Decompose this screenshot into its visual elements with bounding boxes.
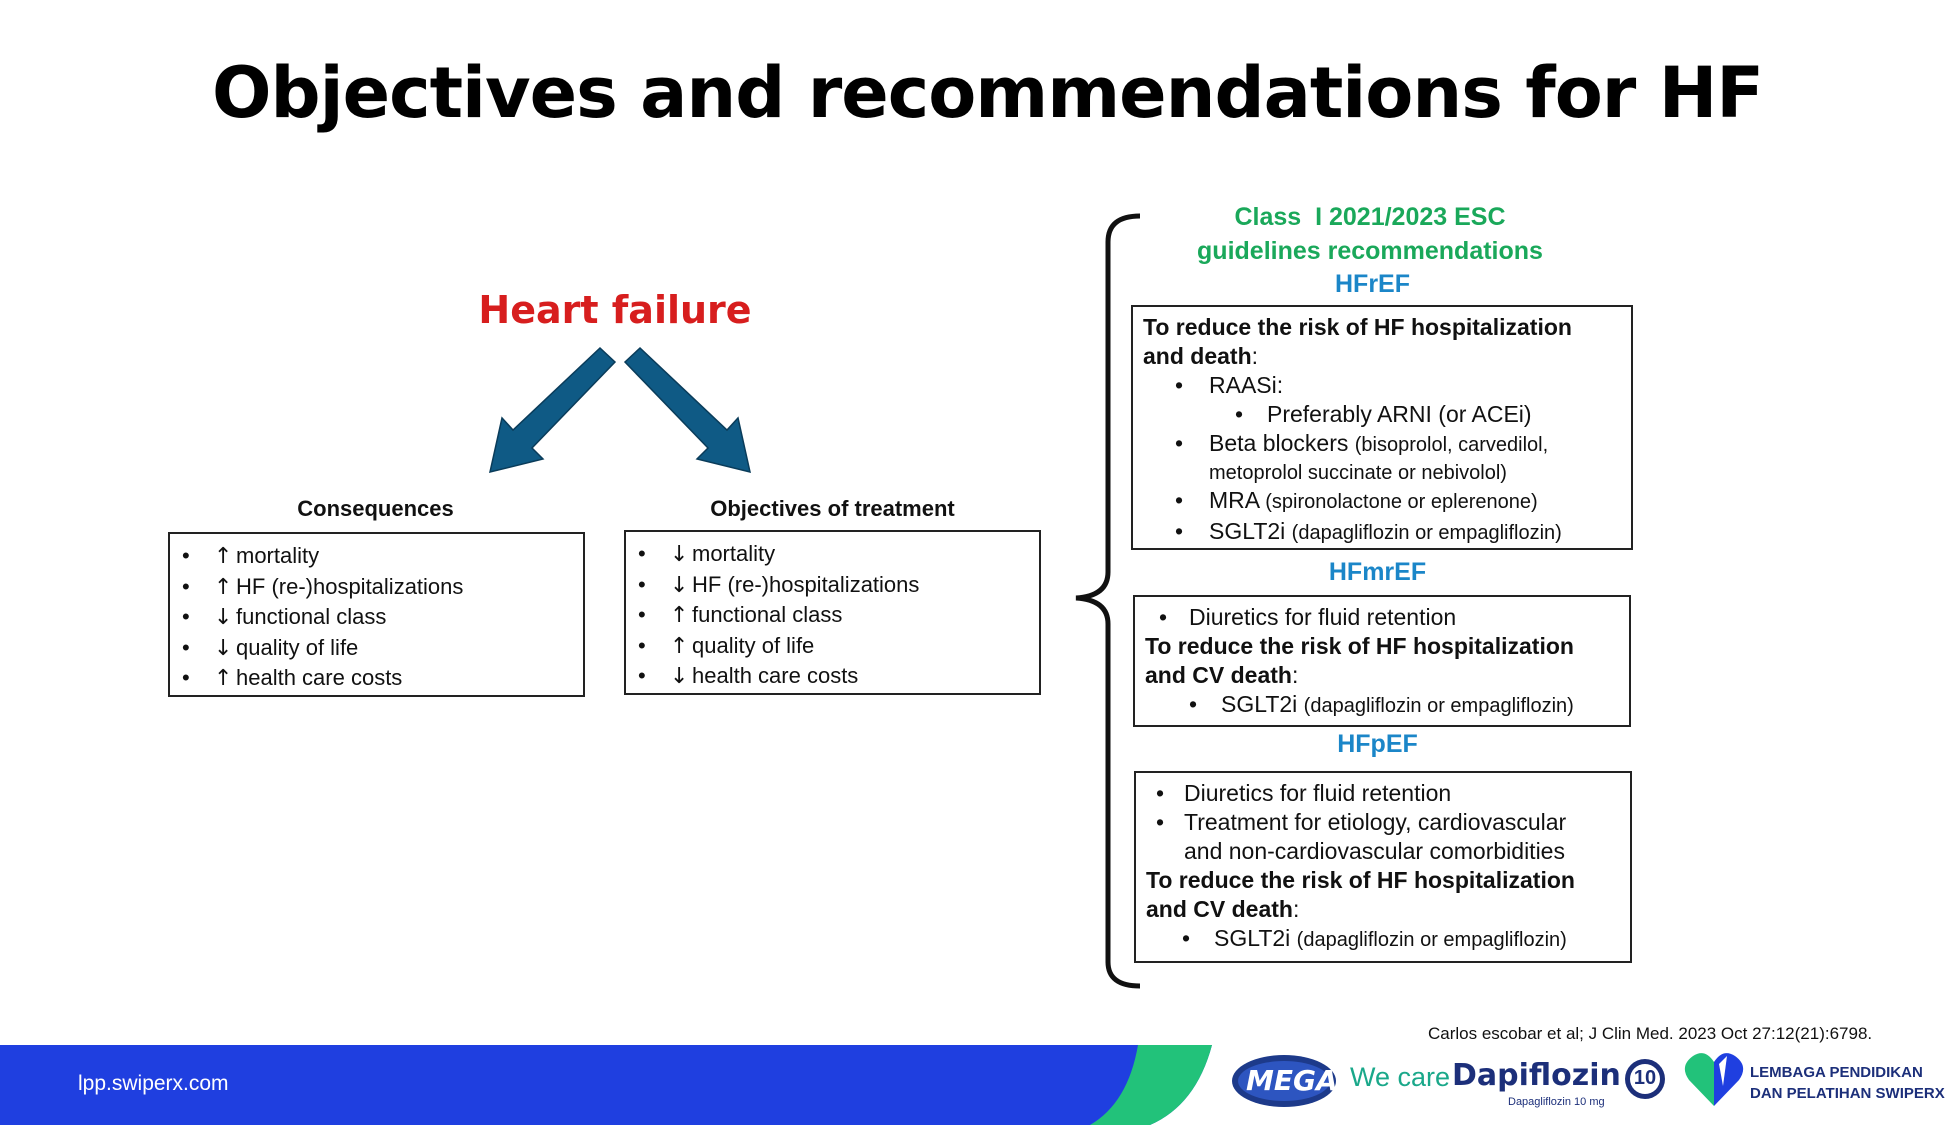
hfmref-lead-2: [1145, 661, 1621, 690]
consequences-item-text: HF (re-)hospitalizations: [236, 573, 464, 599]
arrow-up-icon: ↑: [214, 544, 233, 569]
hfref-lead-line1: To reduce the risk of HF hospitalization: [1143, 314, 1572, 340]
brand-subtitle: Dapagliflozin 10 mg: [1508, 1096, 1605, 1108]
hfmref-box: [1133, 595, 1631, 727]
objectives-item: [626, 631, 1039, 662]
dose-badge-text: 10: [1633, 1067, 1657, 1089]
hfpef-treat-line2: and non-cardiovascular comorbidities: [1184, 838, 1565, 864]
arrow-up-icon: ↑: [214, 574, 233, 600]
hfmref-sglt-main: SGLT2i: [1221, 691, 1298, 717]
citation: Carlos escobar et al; J Clin Med. 2023 Oct 27:12(21):6798.: [1428, 1024, 1873, 1043]
hfpef-treat-line1: Treatment for etiology, cardiovascular: [1184, 809, 1567, 835]
hfref-beta-main: Beta blockers: [1209, 430, 1349, 456]
objectives-item-text: quality of life: [692, 632, 815, 658]
consequences-item: [170, 541, 583, 572]
heart-logo-icon: [1683, 1050, 1745, 1108]
hfpef-label: HFpEF: [1337, 730, 1418, 758]
consequences-item-text: functional class: [236, 604, 387, 629]
hfpef-colon: :: [1292, 896, 1300, 922]
hfref-label: HFrEF: [1335, 270, 1410, 298]
hfpef-treatment-2: [1146, 837, 1622, 866]
bullet: •: [638, 632, 646, 658]
arrow-up-icon: ↑: [214, 666, 233, 691]
hfpef-lead-line1: To reduce the risk of HF hospitalization: [1146, 867, 1575, 893]
hfref-beta: • Beta blockers (bisoprolol, carvedilol,: [1175, 430, 1549, 456]
hfmref-lead-line2: and CV death: [1145, 662, 1292, 688]
objectives-item: [626, 570, 1039, 601]
slide-title: Objectives and recommendations for HF: [212, 52, 1764, 134]
hfref-lead-line2: and death: [1143, 343, 1252, 369]
hfref-sglt-main: SGLT2i: [1209, 518, 1286, 544]
consequences-item: [170, 633, 583, 664]
arrow-down-icon: ↓: [214, 635, 233, 661]
hfref-sglt-detail: (dapagliflozin or empagliflozin): [1291, 522, 1562, 544]
consequences-item: [170, 602, 583, 633]
brand-name: Dapiflozin: [1452, 1058, 1621, 1093]
mega-logo-text: MEGA: [1246, 1064, 1338, 1097]
bullet: •: [182, 634, 190, 660]
arrow-up-icon: ↑: [670, 633, 689, 659]
hfpef-box: [1134, 771, 1632, 963]
hfpef-diuretics-text: Diuretics for fluid retention: [1184, 780, 1452, 806]
hfref-sglt: • SGLT2i (dapagliflozin or empagliflozin): [1175, 518, 1562, 544]
hfref-beta-detail1: (bisoprolol, carvedilol,: [1354, 434, 1549, 456]
consequences-item: [170, 663, 583, 694]
hfmref-sglt-detail: (dapagliflozin or empagliflozin): [1303, 695, 1574, 717]
hfmref-diuretics: • Diuretics for fluid retention: [1159, 604, 1457, 630]
hfref-mra-main: MRA: [1209, 487, 1259, 513]
hfref-box: [1131, 305, 1633, 550]
hfref-beta-line2: [1143, 460, 1623, 486]
objectives-box: [624, 530, 1041, 695]
arrow-down-icon: ↓: [670, 572, 689, 598]
bullet: •: [638, 663, 646, 688]
hfref-beta-detail2: metoprolol succinate or nebivolol): [1209, 462, 1507, 484]
arrow-down-icon: ↓: [670, 542, 689, 567]
hfref-colon: :: [1251, 343, 1259, 369]
arrow-down-icon: ↓: [214, 605, 233, 630]
objectives-item: [626, 661, 1039, 692]
hfmref-lead: [1145, 632, 1621, 661]
consequences-item-text: mortality: [236, 543, 320, 568]
hfmref-label: HFmrEF: [1328, 558, 1427, 586]
guidelines-heading-line1: Class I 2021/2023 ESC: [1234, 203, 1506, 231]
arrow-up-icon: ↑: [670, 603, 689, 628]
arrow-down-left-icon: [490, 348, 615, 472]
hfref-mra: • MRA (spironolactone or eplerenone): [1175, 487, 1538, 513]
objectives-item-text: HF (re-)hospitalizations: [692, 571, 920, 597]
objectives-item-text: mortality: [692, 541, 776, 566]
hfref-mra-detail: (spironolactone or eplerenone): [1265, 491, 1538, 513]
lpp-line1: LEMBAGA PENDIDIKAN: [1750, 1064, 1923, 1081]
hfmref-diuretics-text: Diuretics for fluid retention: [1189, 604, 1457, 630]
lpp-line2: DAN PELATIHAN SWIPERX: [1750, 1085, 1945, 1102]
objectives-heading: Objectives of treatment: [710, 496, 955, 521]
hfref-lead: [1143, 313, 1623, 342]
hfref-arni: • Preferably ARNI (or ACEi): [1235, 401, 1532, 427]
bullet: •: [182, 604, 190, 629]
hfmref-lead-line1: To reduce the risk of HF hospitalization: [1145, 633, 1574, 659]
bullet: •: [638, 541, 646, 566]
heart-failure-label: Heart failure: [478, 288, 752, 332]
hfpef-lead-line2: and CV death: [1146, 896, 1293, 922]
guidelines-heading-line2: guidelines recommendations: [1197, 237, 1543, 265]
hfpef-lead-2: [1146, 895, 1622, 924]
we-care-text: We care: [1350, 1062, 1451, 1092]
hfmref-sglt: • SGLT2i (dapagliflozin or empagliflozin): [1189, 691, 1574, 717]
branch-arrows: [480, 340, 760, 480]
hfpef-treatment: • Treatment for etiology, cardiovascular: [1156, 809, 1567, 835]
hfref-raasi-text: RAASi:: [1209, 372, 1284, 398]
hfpef-sglt-main: SGLT2i: [1214, 925, 1291, 951]
objectives-item-text: health care costs: [692, 663, 859, 688]
hfref-raasi: • RAASi:: [1175, 372, 1284, 398]
bullet: •: [182, 573, 190, 599]
hfpef-diuretics: • Diuretics for fluid retention: [1156, 780, 1452, 806]
consequences-heading: Consequences: [297, 496, 454, 521]
bullet: •: [638, 571, 646, 597]
site-url[interactable]: lpp.swiperx.com: [78, 1072, 229, 1095]
consequences-item-text: quality of life: [236, 634, 359, 660]
hfpef-sglt-detail: (dapagliflozin or empagliflozin): [1296, 929, 1567, 951]
hfpef-lead: [1146, 866, 1622, 895]
hfref-arni-text: Preferably ARNI (or ACEi): [1267, 401, 1532, 427]
bullet: •: [182, 543, 190, 568]
hfref-lead-2: [1143, 342, 1623, 371]
objectives-item: [626, 600, 1039, 631]
arrow-down-icon: ↓: [670, 664, 689, 689]
objectives-item: [626, 539, 1039, 570]
objectives-item-text: functional class: [692, 602, 843, 627]
bullet: •: [182, 665, 190, 690]
hfpef-sglt: • SGLT2i (dapagliflozin or empagliflozin): [1182, 925, 1567, 951]
consequences-item-text: health care costs: [236, 665, 403, 690]
consequences-box: [168, 532, 585, 697]
arrow-down-right-icon: [625, 348, 750, 472]
lpp-text: [1750, 1062, 1945, 1104]
guidelines-heading: [1140, 200, 1600, 268]
consequences-item: [170, 572, 583, 603]
objectives-list: [626, 539, 1039, 692]
hfmref-colon: :: [1291, 662, 1299, 688]
bullet: •: [638, 602, 646, 627]
consequences-list: [170, 541, 583, 694]
